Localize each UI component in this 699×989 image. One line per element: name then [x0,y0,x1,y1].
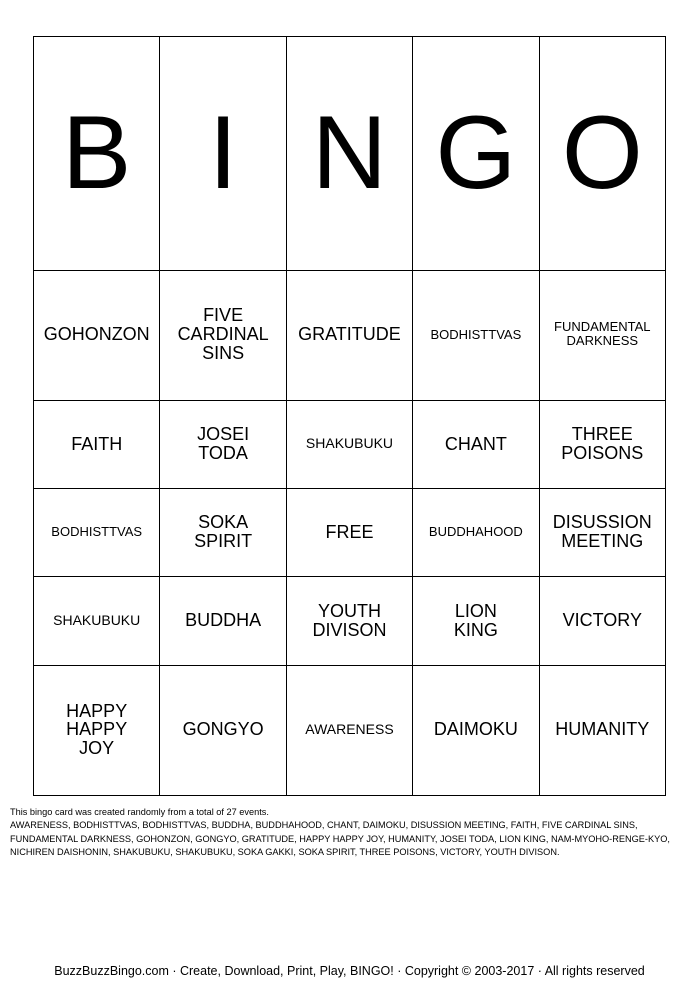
bingo-square[interactable] [413,400,539,488]
bingo-square[interactable] [160,665,286,795]
bingo-square-label: THREE POISONS [561,424,644,464]
bingo-square-label: HUMANITY [555,719,650,740]
card-row [34,400,666,488]
bingo-square[interactable] [413,270,539,400]
header-letter-g: G [413,37,539,271]
header-letter-n: N [286,37,412,271]
card-row [34,489,666,577]
bingo-square[interactable] [539,270,665,400]
bingo-square-label: BODHISTTVAS [51,524,143,540]
bingo-square-label: GRATITUDE [298,324,401,345]
bingo-square[interactable] [413,665,539,795]
bingo-square[interactable] [286,577,412,665]
bingo-square-label: BUDDHAHOOD [428,524,523,540]
bingo-card [33,36,666,796]
bingo-square-label: DISUSSION MEETING [552,512,652,552]
bingo-square-label: GOHONZON [43,324,150,345]
bingo-card-body [34,37,666,796]
bingo-square[interactable] [34,489,160,577]
header-letter-b: B [34,37,160,271]
bingo-square-label: SOKA SPIRIT [194,512,253,552]
bingo-square[interactable] [539,665,665,795]
card-row [34,577,666,665]
bingo-square[interactable] [34,577,160,665]
bingo-square-label: FAITH [71,433,123,454]
bingo-square[interactable] [413,489,539,577]
bingo-square[interactable] [539,489,665,577]
bingo-square-label: LION KING [453,600,498,640]
event-list: AWARENESS, BODHISTTVAS, BODHISTTVAS, BUDDHA, BUDDHAHOOD, CHANT, DAIMOKU, DISUSSION MEETING, FAITH, FIVE CARDINAL SINS, FUNDAMENTAL DARKNESS, GOHONZON, GONGYO, GRATITUDE, HAPPY HAPPY JOY, HUMANITY, JOSEI TODA, LION KING, NAM-MYOHO-RENGE-KYO, NICHIREN DAISHONIN, SHAKUBUKU, SHAKUBUKU, SOKA GAKKI, SOKA SPIRIT, THREE POISONS, VICTORY, YOUTH DIVISON. [10,820,670,858]
bingo-square-label: SHAKUBUKU [305,435,394,452]
bingo-square-label: BUDDHA [185,610,262,631]
bingo-square-label: AWARENESS [305,720,394,737]
bingo-square-label: VICTORY [562,610,642,631]
bingo-square[interactable] [286,270,412,400]
bingo-square[interactable] [160,270,286,400]
card-row [34,270,666,400]
bingo-square[interactable] [413,577,539,665]
site-credit: BuzzBuzzBingo.com · Create, Download, Print, Play, BINGO! · Copyright © 2003-2017 · All rights reserved [54,964,645,978]
bingo-square-label: GONGYO [182,719,264,740]
bingo-square[interactable] [34,270,160,400]
bingo-square-label: DAIMOKU [433,719,518,740]
bingo-square-label: HAPPY HAPPY JOY [66,700,128,759]
bingo-square-label: CHANT [444,433,507,454]
header-letter-o: O [539,37,665,271]
bingo-square-label: FUNDAMENTAL DARKNESS [554,319,651,349]
bingo-square-label: FREE [325,521,374,542]
bingo-square-label: JOSEI TODA [197,424,250,464]
bingo-square[interactable] [286,489,412,577]
bingo-square[interactable] [34,400,160,488]
bingo-square[interactable] [539,577,665,665]
bingo-square[interactable] [160,489,286,577]
card-description [10,806,682,860]
bingo-square[interactable] [160,577,286,665]
bingo-square-label: SHAKUBUKU [53,611,141,628]
bingo-square[interactable] [160,400,286,488]
bingo-square-label: YOUTH DIVISON [312,600,387,640]
header-letter-i: I [160,37,286,271]
card-summary: This bingo card was created randomly from a total of 27 events. [10,807,269,817]
bingo-square[interactable] [34,665,160,795]
bingo-square[interactable] [286,400,412,488]
bingo-square[interactable] [286,665,412,795]
bingo-square-label: FIVE CARDINAL SINS [177,305,269,364]
bingo-square-label: BODHISTTVAS [430,326,522,342]
bingo-square[interactable] [539,400,665,488]
header-row [34,37,666,271]
card-row [34,665,666,795]
